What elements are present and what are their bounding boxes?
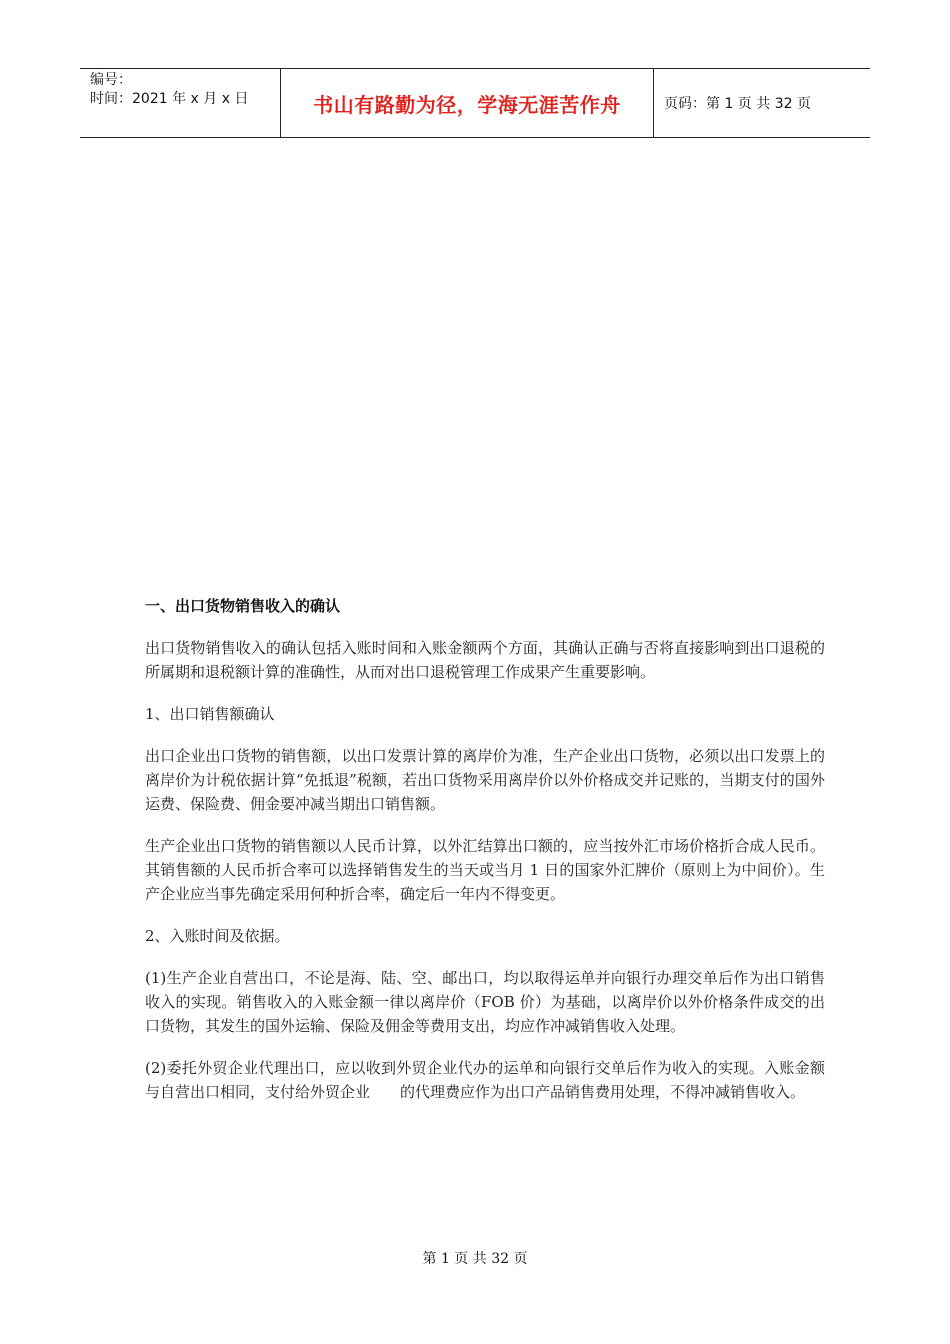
- document-body: [145, 594, 825, 1122]
- page-footer: 第 1 页 共 32 页: [422, 1251, 528, 1267]
- subsection-2-title: 2、入账时间及依据。: [145, 927, 290, 945]
- intro-paragraph: 出口货物销售收入的确认包括入账时间和入账金额两个方面，其确认正确与否将直接影响到出口退税的所属期和退税额计算的准确性，从而对出口退税管理工作成果产生重要影响。: [145, 639, 825, 681]
- subsection-2-paragraph-2: (2)委托外贸企业代理出口，应以收到外贸企业代办的运单和向银行交单后作为收入的实现。入账金额与自营出口相同，支付给外贸企业 的代理费应作为出口产品销售费用处理，不得冲减销售收入。: [145, 1059, 825, 1101]
- subsection-1-title: 1、出口销售额确认: [145, 705, 275, 723]
- header-page-info: 页码：第 1 页 共 32 页: [664, 96, 811, 112]
- section-title: 一、出口货物销售收入的确认: [145, 597, 341, 615]
- subsection-1-paragraph-2: 生产企业出口货物的销售额以人民币计算，以外汇结算出口额的，应当按外汇市场价格折合成人民币。其销售额的人民币折合率可以选择销售发生的当天或当月 1 日的国家外汇牌价（原则上为中间价）。生产企业应当事先确定采用何种折合率，确定后一年内不得变更。: [145, 837, 825, 903]
- document-number-label: 编号：: [90, 72, 132, 88]
- subsection-1-paragraph-1: 出口企业出口货物的销售额，以出口发票计算的离岸价为准，生产企业出口货物，必须以出口发票上的离岸价为计税依据计算“免抵退”税额，若出口货物采用离岸价以外价格成交并记账的，当期支付的国外运费、保险费、佣金要冲减当期出口销售额。: [145, 747, 825, 813]
- document-date: 时间：2021 年 x 月 x 日: [90, 91, 249, 107]
- subsection-2-paragraph-1: (1)生产企业自营出口，不论是海、陆、空、邮出口，均以取得运单并向银行办理交单后作为出口销售收入的实现。销售收入的入账金额一律以离岸价（FOB 价）为基础，以离岸价以外价格条件成交的出口货物，其发生的国外运输、保险及佣金等费用支出，均应作冲减销售收入处理。: [145, 969, 825, 1035]
- document-header: [80, 68, 870, 138]
- header-meta-cell: [80, 69, 281, 137]
- header-motto: 书山有路勤为径，学海无涯苦作舟: [281, 69, 654, 137]
